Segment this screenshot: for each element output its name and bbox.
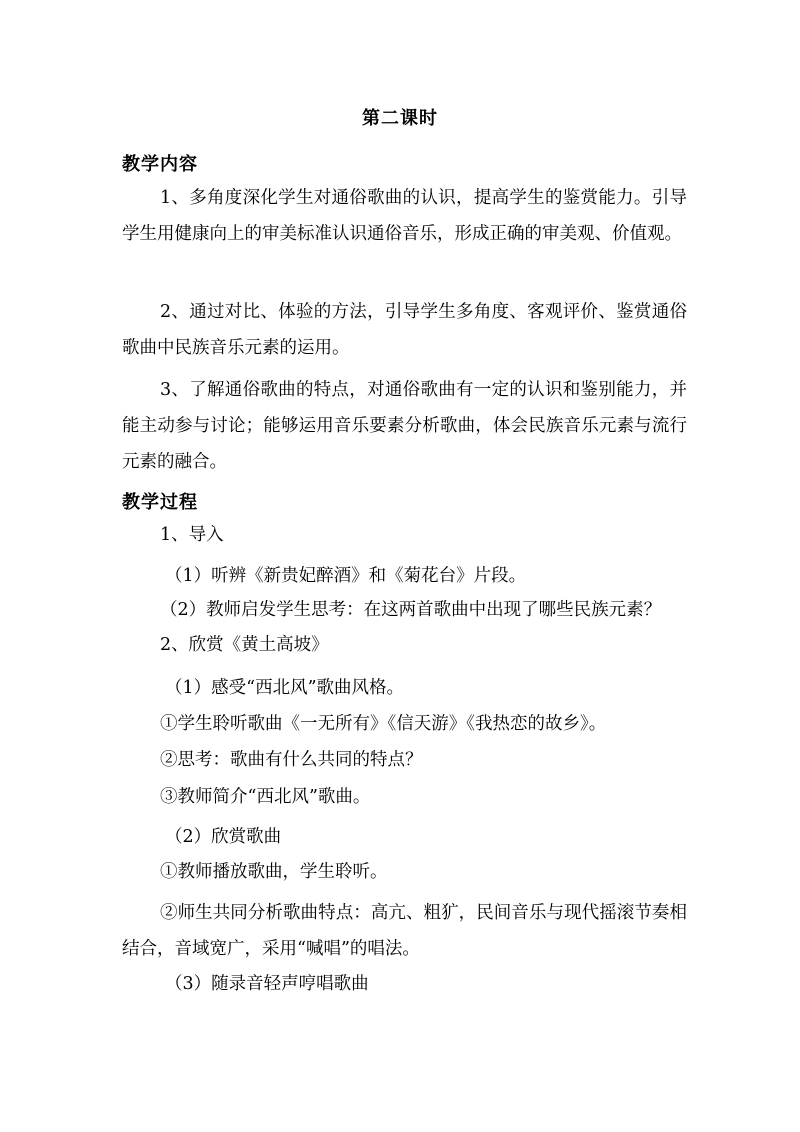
content-paragraph-1: 1、多角度深化学生对通俗歌曲的认识，提高学生的鉴赏能力。引导学生用健康向上的审美标准认识通俗音乐，形成正确的审美观、价值观。 (122, 188, 687, 244)
page-title: 第二课时 (362, 108, 438, 129)
content-paragraph-3: 3、了解通俗歌曲的特点，对通俗歌曲有一定的认识和鉴别能力，并能主动参与讨论；能够运用音乐要素分析歌曲，体会民族音乐元素与流行元素的融合。 (122, 380, 687, 472)
section-heading-content: 教学内容 (122, 154, 198, 175)
process-paragraph-analysis: ②师生共同分析歌曲特点：高亢、粗犷，民间音乐与现代摇滚节奏相结合，音域宽广，采用“喊唱”的唱法。 (122, 903, 687, 959)
process-line-4: 2、欣赏《黄土高坡》 (160, 635, 329, 655)
content-paragraph-2: 2、通过对比、体验的方法，引导学生多角度、客观评价、鉴赏通俗歌曲中民族音乐元素的运用。 (122, 302, 687, 358)
process-line-6: ①学生聆听歌曲《一无所有》《信天游》《我热恋的故乡》。 (160, 714, 607, 734)
section-heading-process: 教学过程 (122, 492, 198, 513)
process-line-7: ②思考：歌曲有什么共同的特点？ (160, 750, 423, 770)
process-line-3: （2）教师启发学生思考：在这两首歌曲中出现了哪些民族元素？ (160, 600, 662, 620)
process-line-5: （1）感受“西北风”歌曲风格。 (165, 678, 405, 698)
process-line-12: （3）随录音轻声哼唱歌曲 (165, 974, 369, 994)
process-line-2: （1）听辨《新贵妃醉酒》和《菊花台》片段。 (165, 566, 527, 586)
process-line-10: ①教师播放歌曲，学生聆听。 (160, 862, 388, 882)
process-line-8: ③教师简介“西北风”歌曲。 (160, 787, 371, 807)
process-line-1: 1、导入 (160, 525, 224, 545)
process-line-9: （2）欣赏歌曲 (165, 827, 282, 847)
